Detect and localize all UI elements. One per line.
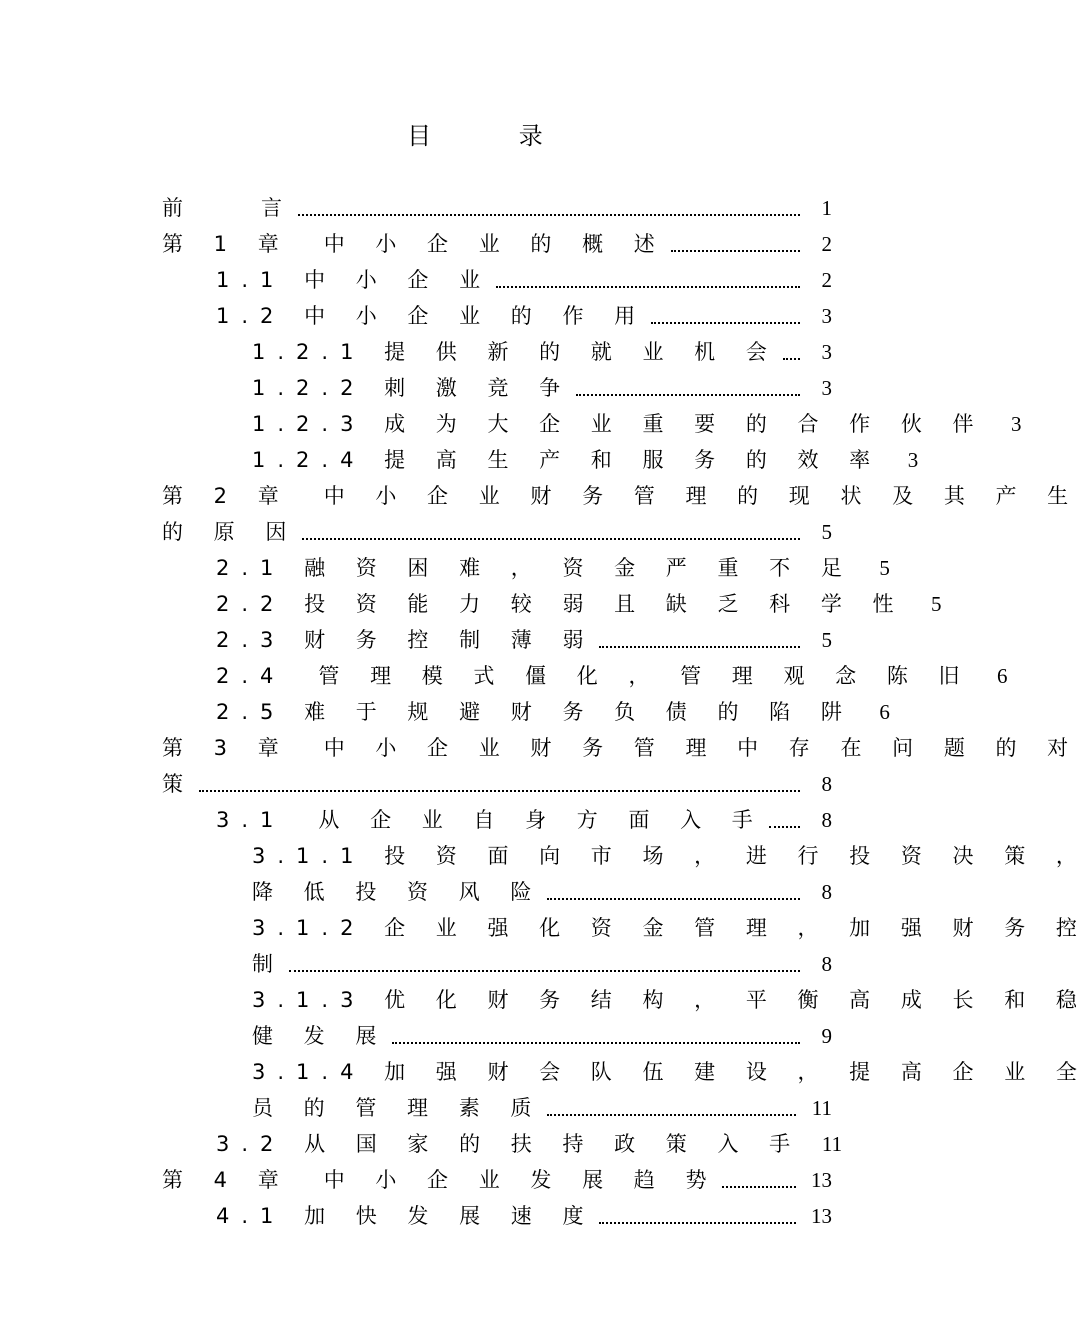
toc-entry-line1[interactable] [162,838,1089,874]
toc-entry-page: 2 [821,268,832,292]
toc-entry-page: 6 [997,664,1008,688]
toc-entry-line2[interactable] [162,1018,832,1054]
toc-entry-page: 6 [879,700,890,724]
toc-entry-label: 2.2 投 资 能 力 较 弱 且 缺 乏 科 学 性 [216,592,906,616]
toc-entry[interactable] [162,1126,843,1162]
dot-leader [722,1162,796,1198]
toc-entry-label: 第 2 章 中 小 企 业 财 务 管 理 的 现 状 及 其 产 生 [162,484,1081,508]
dot-leader [302,514,800,550]
toc-entry-page: 8 [821,808,832,832]
toc-entry-label: 1.2.3 成 为 大 企 业 重 要 的 合 作 伙 伴 [252,412,986,436]
toc-entry-page: 11 [821,1132,843,1156]
toc-entry-page: 3 [1011,412,1022,436]
toc-entry-line2[interactable] [162,766,832,802]
toc-entry-page: 3 [821,376,832,400]
toc-entry[interactable] [162,550,890,586]
toc-entry[interactable] [162,658,1008,694]
toc-entry-page: 5 [821,628,832,652]
toc-entry-label: 1.2.2 刺 激 竞 争 [252,376,573,400]
toc-entry-label: 2.4 管 理 模 式 僵 化 ， 管 理 观 念 陈 旧 [216,664,972,688]
toc-entry-label: 降 低 投 资 风 险 [252,880,544,904]
dot-leader [392,1018,800,1054]
toc-entry-page: 5 [931,592,942,616]
toc-entry-line1[interactable] [162,910,1089,946]
dot-leader [769,802,800,838]
dot-leader [599,1198,796,1234]
toc-entry-line2[interactable] [162,1090,832,1126]
toc-entry-page: 13 [811,1168,832,1192]
toc-entry-page: 8 [821,880,832,904]
toc-entry-page: 11 [811,1096,832,1120]
toc-entry-label: 2.1 融 资 困 难 ， 资 金 严 重 不 足 [216,556,854,580]
toc-entry-label: 3.1 从 企 业 自 身 方 面 入 手 [216,808,765,832]
toc-entry[interactable] [162,406,1022,442]
dot-leader [599,622,800,658]
toc-entry-label: 第 4 章 中 小 企 业 发 展 趋 势 [162,1168,719,1192]
toc-entry-label: 3.1.3 优 化 财 务 结 构 ， 平 衡 高 成 长 和 稳 [252,988,1089,1012]
toc-entry-label: 1.1 中 小 企 业 [216,268,493,292]
toc-entry-label: 第 1 章 中 小 企 业 的 概 述 [162,232,667,256]
toc-entry[interactable] [162,802,832,838]
dot-leader [547,1090,796,1126]
toc-entry-label: 策 [162,772,195,796]
toc-entry-line1[interactable] [162,1054,1089,1090]
toc-entry-label: 3.1.2 企 业 强 化 资 金 管 理 ， 加 强 财 务 控 [252,916,1089,940]
toc-entry[interactable] [162,334,832,370]
toc-entry-page: 3 [907,448,919,472]
toc-entry-line1[interactable] [162,982,1089,1018]
toc-entry-page: 3 [821,340,832,364]
toc-entry-line2[interactable] [162,514,832,550]
table-of-contents [162,190,1089,1234]
dot-leader [298,190,800,226]
dot-leader [547,874,800,910]
toc-entry-page: 3 [821,304,832,328]
page-title: 目 录 [407,122,583,150]
dot-leader [651,298,800,334]
dot-leader [289,946,800,982]
toc-entry-label: 第 3 章 中 小 企 业 财 务 管 理 中 存 在 问 题 的 对 [162,736,1081,760]
toc-entry-line2[interactable] [162,874,832,910]
toc-entry[interactable] [162,622,832,658]
toc-entry-label: 前 言 [162,196,294,220]
toc-entry[interactable] [162,586,942,622]
toc-entry-page: 8 [821,952,832,976]
toc-entry[interactable] [162,442,919,478]
dot-leader [671,226,800,262]
toc-entry-line1[interactable] [162,478,1081,514]
toc-entry-label: 健 发 展 [252,1024,389,1048]
toc-entry-page: 9 [821,1024,832,1048]
toc-entry-label: 1.2.1 提 供 新 的 就 业 机 会 [252,340,779,364]
dot-leader [199,766,800,802]
toc-entry-page: 1 [821,196,832,220]
toc-entry[interactable] [162,1162,832,1198]
toc-entry[interactable] [162,226,832,262]
dot-leader [576,370,800,406]
toc-entry[interactable] [162,1198,832,1234]
toc-entry-line2[interactable] [162,946,832,982]
toc-entry[interactable] [162,190,832,226]
toc-entry-label: 1.2.4 提 高 生 产 和 服 务 的 效 率 [252,448,883,472]
toc-entry[interactable] [162,370,832,406]
toc-entry-label: 3.1.1 投 资 面 向 市 场 ， 进 行 投 资 决 策 ， [252,844,1089,868]
toc-entry-label: 制 [252,952,285,976]
toc-entry-page: 2 [821,232,832,256]
toc-entry[interactable] [162,262,832,298]
toc-entry-page: 8 [821,772,832,796]
toc-entry-label: 3.2 从 国 家 的 扶 持 政 策 入 手 [216,1132,803,1156]
toc-entry-page: 13 [811,1204,832,1228]
dot-leader [783,334,800,370]
toc-entry-page: 5 [821,520,832,544]
toc-entry-label: 员 的 管 理 素 质 [252,1096,544,1120]
toc-entry-label: 3.1.4 加 强 财 会 队 伍 建 设 ， 提 高 企 业 全 [252,1060,1089,1084]
toc-entry-label: 1.2 中 小 企 业 的 作 用 [216,304,648,328]
toc-entry-label: 的 原 因 [162,520,299,544]
toc-entry-label: 4.1 加 快 发 展 速 度 [216,1204,596,1228]
toc-entry-line1[interactable] [162,730,1081,766]
toc-entry-label: 2.3 财 务 控 制 薄 弱 [216,628,596,652]
toc-entry-page: 5 [879,556,890,580]
toc-entry[interactable] [162,694,890,730]
toc-entry[interactable] [162,298,832,334]
toc-entry-label: 2.5 难 于 规 避 财 务 负 债 的 陷 阱 [216,700,854,724]
dot-leader [496,262,800,298]
